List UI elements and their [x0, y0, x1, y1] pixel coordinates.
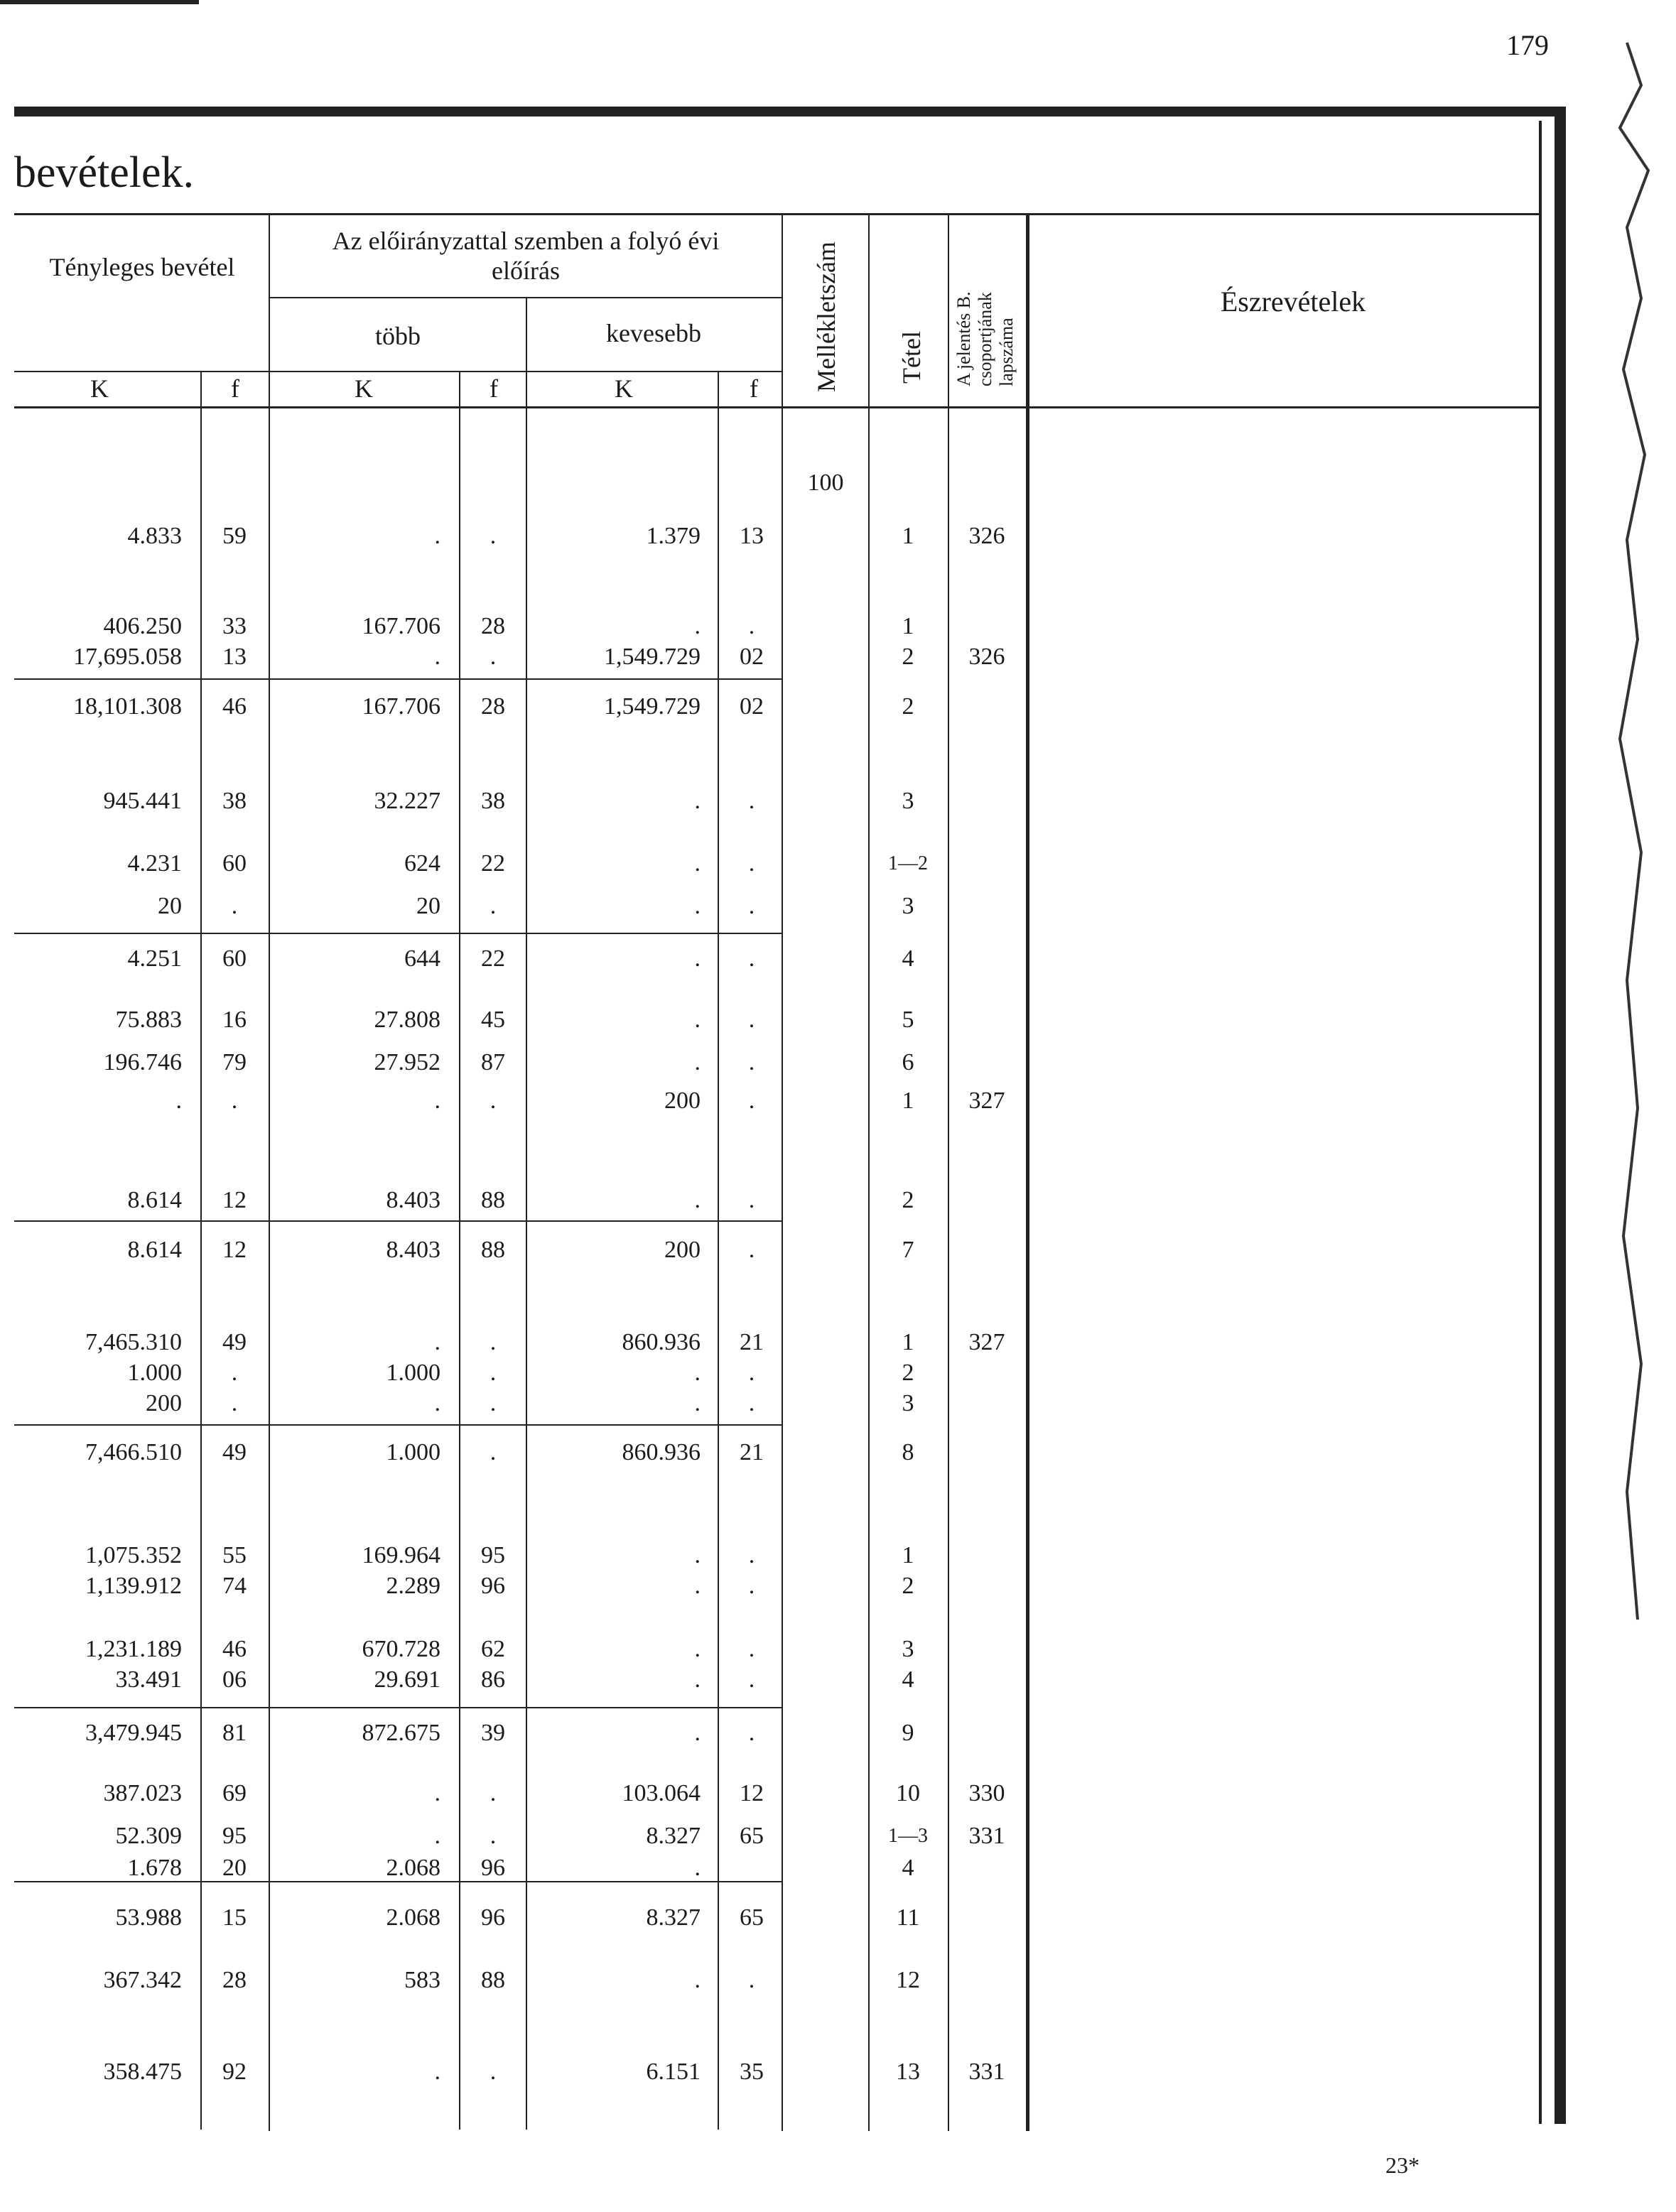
cell-lf: . — [748, 1187, 755, 1213]
cell-tet: 1 — [902, 1329, 914, 1355]
cell-mf: 96 — [481, 1904, 505, 1931]
cell-tk: 387.023 — [103, 1780, 182, 1806]
cell-tk: 1,139.912 — [85, 1573, 182, 1599]
cell-lk: 1,549.729 — [604, 693, 701, 720]
cell-tet: 1 — [902, 523, 914, 549]
cell-lk: . — [694, 1855, 701, 1881]
cell-tk: 1.000 — [127, 1360, 182, 1386]
cell-mk: 670.728 — [362, 1636, 440, 1662]
subtotal-rule — [14, 1220, 782, 1222]
cell-mf: 88 — [481, 1237, 505, 1263]
cell-mk: 167.706 — [362, 693, 440, 720]
header-jelentes-line3: lapszáma — [996, 318, 1017, 386]
cell-mf: 28 — [481, 693, 505, 720]
cell-mf: . — [490, 1088, 497, 1114]
cell-lf: . — [748, 1967, 755, 1993]
cell-mf: . — [490, 1823, 497, 1849]
cell-tf: 12 — [222, 1237, 247, 1263]
cell-lk: . — [694, 1720, 701, 1746]
cell-mk: . — [434, 1390, 440, 1416]
cell-mf: . — [490, 523, 497, 549]
right-border — [1555, 107, 1566, 2124]
cell-tf: 92 — [222, 2059, 247, 2085]
cell-tf: 13 — [222, 644, 247, 670]
cell-lf: . — [748, 1573, 755, 1599]
cell-lk: 200 — [664, 1237, 701, 1263]
cell-mk: 169.964 — [362, 1542, 440, 1568]
cell-tf: 95 — [222, 1823, 247, 1849]
col-sep-tetel — [868, 213, 870, 2131]
subtotal-rule — [14, 1707, 782, 1708]
cell-tet: 12 — [896, 1967, 920, 1993]
cell-mk: 583 — [404, 1967, 440, 1993]
cell-lf: . — [748, 1542, 755, 1568]
header-k-tobb: K — [355, 374, 373, 403]
cell-mf: 62 — [481, 1636, 505, 1662]
cell-tet: 1 — [902, 1088, 914, 1114]
cell-lk: . — [694, 893, 701, 919]
cell-mk: 167.706 — [362, 613, 440, 639]
section-title: bevételek. — [14, 148, 195, 197]
header-eszrevetelek: Észrevételek — [1220, 286, 1366, 318]
page-number: 179 — [1506, 29, 1549, 61]
cell-mk: . — [434, 1780, 440, 1806]
cell-lf: . — [748, 1049, 755, 1075]
cell-lf: 21 — [740, 1329, 764, 1355]
cell-tk: 1,075.352 — [85, 1542, 182, 1568]
cell-tet: 2 — [902, 1360, 914, 1386]
cell-lap: 327 — [968, 1329, 1005, 1355]
cell-mf: 28 — [481, 613, 505, 639]
header-kf-rule — [14, 371, 782, 372]
cell-tf: . — [231, 1360, 238, 1386]
cell-mf: 45 — [481, 1007, 505, 1033]
scan-edge-noise — [1599, 0, 1670, 2212]
cell-tet: 3 — [902, 1390, 914, 1416]
cell-tf: 46 — [222, 1636, 247, 1662]
cell-lap: 326 — [968, 523, 1005, 549]
cell-lf: . — [748, 1007, 755, 1033]
cell-mk: 2.289 — [386, 1573, 440, 1599]
cell-mk: 2.068 — [386, 1855, 440, 1881]
cell-lk: . — [694, 1666, 701, 1693]
cell-lf: . — [748, 945, 755, 972]
cell-tf: 49 — [222, 1329, 247, 1355]
cell-tet: 2 — [902, 644, 914, 670]
cell-lk: 1,549.729 — [604, 644, 701, 670]
col-sep-tobb-kevesebb — [526, 297, 527, 2130]
header-k-tenyleges: K — [90, 374, 109, 403]
cell-tet: 4 — [902, 1855, 914, 1881]
cell-tf: 60 — [222, 945, 247, 972]
cell-tk: 4.251 — [127, 945, 182, 972]
cell-tk: 367.342 — [103, 1967, 182, 1993]
cell-tet: 7 — [902, 1237, 914, 1263]
header-kevesebb: kevesebb — [606, 319, 701, 347]
cell-tet: 2 — [902, 1573, 914, 1599]
cell-lk: . — [694, 613, 701, 639]
header-eloiranyzat: Az előirányzattal szemben a folyó évi előírás — [332, 227, 720, 285]
subtotal-rule — [14, 1881, 782, 1882]
right-border-inner — [1539, 121, 1542, 2124]
cell-tf: 60 — [222, 850, 247, 877]
header-bottom-rule — [14, 406, 1542, 408]
cell-lap: 330 — [968, 1780, 1005, 1806]
cell-lk: . — [694, 1390, 701, 1416]
cell-mf: 88 — [481, 1967, 505, 1993]
cell-lk: . — [694, 788, 701, 814]
cell-tk: 196.746 — [103, 1049, 182, 1075]
col-sep-lk-lf — [718, 371, 719, 2130]
cell-tf: 69 — [222, 1780, 247, 1806]
cell-mk: 29.691 — [374, 1666, 440, 1693]
cell-tet: 11 — [896, 1904, 920, 1931]
cell-lf: . — [748, 613, 755, 639]
cell-mf: 22 — [481, 850, 505, 877]
cell-mf: . — [490, 1439, 497, 1465]
cell-tf: 79 — [222, 1049, 247, 1075]
cell-mf: . — [490, 893, 497, 919]
cell-tk: 945.441 — [103, 788, 182, 814]
cell-mf: . — [490, 1780, 497, 1806]
cell-tf: 16 — [222, 1007, 247, 1033]
cell-tet: 9 — [902, 1720, 914, 1746]
col-sep-jelentes — [948, 213, 949, 2131]
cell-tf: 59 — [222, 523, 247, 549]
cell-mf: . — [490, 1360, 497, 1386]
header-f-tenyleges: f — [231, 374, 239, 403]
cell-mk: . — [434, 2059, 440, 2085]
cell-lf: 35 — [740, 2059, 764, 2085]
cell-tk: 1.678 — [127, 1855, 182, 1881]
cell-tk: 358.475 — [103, 2059, 182, 2085]
cell-tk: 1,231.189 — [85, 1636, 182, 1662]
cell-tf: 06 — [222, 1666, 247, 1693]
cell-lf: 12 — [740, 1780, 764, 1806]
cell-tk: 18,101.308 — [73, 693, 182, 720]
cell-lf: . — [748, 893, 755, 919]
cell-lk: 1.379 — [646, 523, 701, 549]
cell-mell: 100 — [807, 470, 844, 496]
cell-lk: . — [694, 850, 701, 877]
cell-lk: . — [694, 1049, 701, 1075]
cell-tk: . — [175, 1088, 182, 1114]
header-tenyleges: Tényleges bevétel — [49, 253, 235, 281]
cell-tet: 3 — [902, 788, 914, 814]
cell-mk: 624 — [404, 850, 440, 877]
top-rule — [14, 107, 1563, 116]
cell-mf: . — [490, 2059, 497, 2085]
cell-tk: 406.250 — [103, 613, 182, 639]
cell-tk: 4.833 — [127, 523, 182, 549]
cell-tet: 1—2 — [888, 852, 928, 874]
cell-mk: 2.068 — [386, 1904, 440, 1931]
cell-lk: 8.327 — [646, 1823, 701, 1849]
cell-tf: 55 — [222, 1542, 247, 1568]
cell-mk: . — [434, 1329, 440, 1355]
cell-mk: 32.227 — [374, 788, 440, 814]
cell-lf: . — [748, 1237, 755, 1263]
cell-tf: 49 — [222, 1439, 247, 1465]
cell-lap: 331 — [968, 2059, 1005, 2085]
cell-tet: 4 — [902, 945, 914, 972]
cell-tf: . — [231, 1088, 238, 1114]
cell-tet: 1—3 — [888, 1825, 928, 1847]
cell-tf: 81 — [222, 1720, 247, 1746]
cell-lf: . — [748, 788, 755, 814]
col-sep-eszrevetelek — [1026, 213, 1029, 2131]
cell-tf: 15 — [222, 1904, 247, 1931]
cell-mk: 20 — [416, 893, 440, 919]
cell-mf: 86 — [481, 1666, 505, 1693]
cell-tf: 20 — [222, 1855, 247, 1881]
cell-tet: 3 — [902, 893, 914, 919]
cell-tet: 5 — [902, 1007, 914, 1033]
cell-mf: 38 — [481, 788, 505, 814]
header-f-tobb: f — [490, 374, 498, 403]
subtotal-rule — [14, 1424, 782, 1426]
cell-tf: . — [231, 1390, 238, 1416]
col-sep-mk-mf — [459, 371, 460, 2130]
cell-mf: 96 — [481, 1573, 505, 1599]
cell-lk: . — [694, 1636, 701, 1662]
cell-tk: 20 — [158, 893, 182, 919]
scan-edge-mark — [0, 0, 199, 4]
cell-mk: 1.000 — [386, 1439, 440, 1465]
cell-mk: 27.808 — [374, 1007, 440, 1033]
cell-lap: 327 — [968, 1088, 1005, 1114]
cell-tk: 200 — [146, 1390, 182, 1416]
cell-lf: . — [748, 1360, 755, 1386]
cell-tet: 2 — [902, 693, 914, 720]
cell-lf: 13 — [740, 523, 764, 549]
cell-tk: 17,695.058 — [73, 644, 182, 670]
cell-mf: 22 — [481, 945, 505, 972]
cell-mf: 88 — [481, 1187, 505, 1213]
cell-mf: . — [490, 1390, 497, 1416]
cell-mf: 95 — [481, 1542, 505, 1568]
cell-tf: 38 — [222, 788, 247, 814]
subtotal-rule — [14, 933, 782, 934]
subtotal-rule — [14, 678, 782, 680]
cell-lk: . — [694, 1187, 701, 1213]
cell-mf: 87 — [481, 1049, 505, 1075]
cell-lk: 860.936 — [622, 1329, 701, 1355]
cell-mk: . — [434, 1088, 440, 1114]
cell-lf: . — [748, 1636, 755, 1662]
cell-mf: . — [490, 644, 497, 670]
cell-lf: . — [748, 1390, 755, 1416]
cell-lk: 103.064 — [622, 1780, 701, 1806]
cell-lf: . — [748, 1088, 755, 1114]
header-f-kevesebb: f — [750, 374, 758, 403]
cell-tf: 33 — [222, 613, 247, 639]
cell-lk: . — [694, 1360, 701, 1386]
cell-lap: 326 — [968, 644, 1005, 670]
cell-tk: 33.491 — [115, 1666, 182, 1693]
cell-tet: 10 — [896, 1780, 920, 1806]
cell-mk: 1.000 — [386, 1360, 440, 1386]
cell-tk: 4.231 — [127, 850, 182, 877]
cell-lk: . — [694, 1967, 701, 1993]
cell-mk: 644 — [404, 945, 440, 972]
footer-mark: 23* — [1385, 2152, 1420, 2178]
cell-lk: . — [694, 1573, 701, 1599]
cell-tk: 8.614 — [127, 1187, 182, 1213]
cell-tk: 53.988 — [115, 1904, 182, 1931]
cell-lf: 02 — [740, 644, 764, 670]
cell-tk: 7,466.510 — [85, 1439, 182, 1465]
cell-tet: 8 — [902, 1439, 914, 1465]
col-sep-tk-tf — [200, 371, 202, 2130]
cell-mk: . — [434, 1823, 440, 1849]
cell-tk: 7,465.310 — [85, 1329, 182, 1355]
cell-mk: . — [434, 644, 440, 670]
cell-lf: 21 — [740, 1439, 764, 1465]
header-tobb: több — [374, 322, 421, 350]
cell-tf: 46 — [222, 693, 247, 720]
cell-tet: 13 — [896, 2059, 920, 2085]
cell-lk: 200 — [664, 1088, 701, 1114]
cell-lf: . — [748, 1666, 755, 1693]
header-jelentes-line1: A jelentés B. — [953, 291, 974, 386]
cell-lk: . — [694, 1542, 701, 1568]
cell-tet: 1 — [902, 1542, 914, 1568]
header-top-rule — [14, 213, 1542, 215]
cell-lk: . — [694, 945, 701, 972]
cell-mk: . — [434, 523, 440, 549]
header-jelentes-line2: csoportjának — [975, 292, 995, 386]
header-k-kevesebb: K — [615, 374, 633, 403]
cell-lk: . — [694, 1007, 701, 1033]
cell-tk: 75.883 — [115, 1007, 182, 1033]
header-mellekletszam: Mellékletszám — [812, 242, 840, 392]
cell-mk: 872.675 — [362, 1720, 440, 1746]
cell-tk: 8.614 — [127, 1237, 182, 1263]
cell-tk: 52.309 — [115, 1823, 182, 1849]
cell-tf: 12 — [222, 1187, 247, 1213]
cell-lk: 6.151 — [646, 2059, 701, 2085]
cell-mf: 96 — [481, 1855, 505, 1881]
cell-tet: 4 — [902, 1666, 914, 1693]
cell-lk: 8.327 — [646, 1904, 701, 1931]
cell-mf: . — [490, 1329, 497, 1355]
cell-tet: 6 — [902, 1049, 914, 1075]
cell-tf: 28 — [222, 1967, 247, 1993]
col-sep-mell — [782, 213, 783, 2131]
col-sep-tenyleges — [269, 213, 270, 2131]
cell-lf: 65 — [740, 1904, 764, 1931]
cell-tf: . — [231, 893, 238, 919]
cell-mf: 39 — [481, 1720, 505, 1746]
cell-tet: 2 — [902, 1187, 914, 1213]
header-tetel: Tétel — [897, 331, 926, 384]
cell-lk: 860.936 — [622, 1439, 701, 1465]
cell-lf: 02 — [740, 693, 764, 720]
cell-tet: 1 — [902, 613, 914, 639]
cell-tf: 74 — [222, 1573, 247, 1599]
cell-lf: . — [748, 1720, 755, 1746]
cell-lap: 331 — [968, 1823, 1005, 1849]
cell-mk: 8.403 — [386, 1237, 440, 1263]
cell-mk: 8.403 — [386, 1187, 440, 1213]
cell-tk: 3,479.945 — [85, 1720, 182, 1746]
cell-mk: 27.952 — [374, 1049, 440, 1075]
cell-tet: 3 — [902, 1636, 914, 1662]
cell-lf: 65 — [740, 1823, 764, 1849]
cell-lf: . — [748, 850, 755, 877]
